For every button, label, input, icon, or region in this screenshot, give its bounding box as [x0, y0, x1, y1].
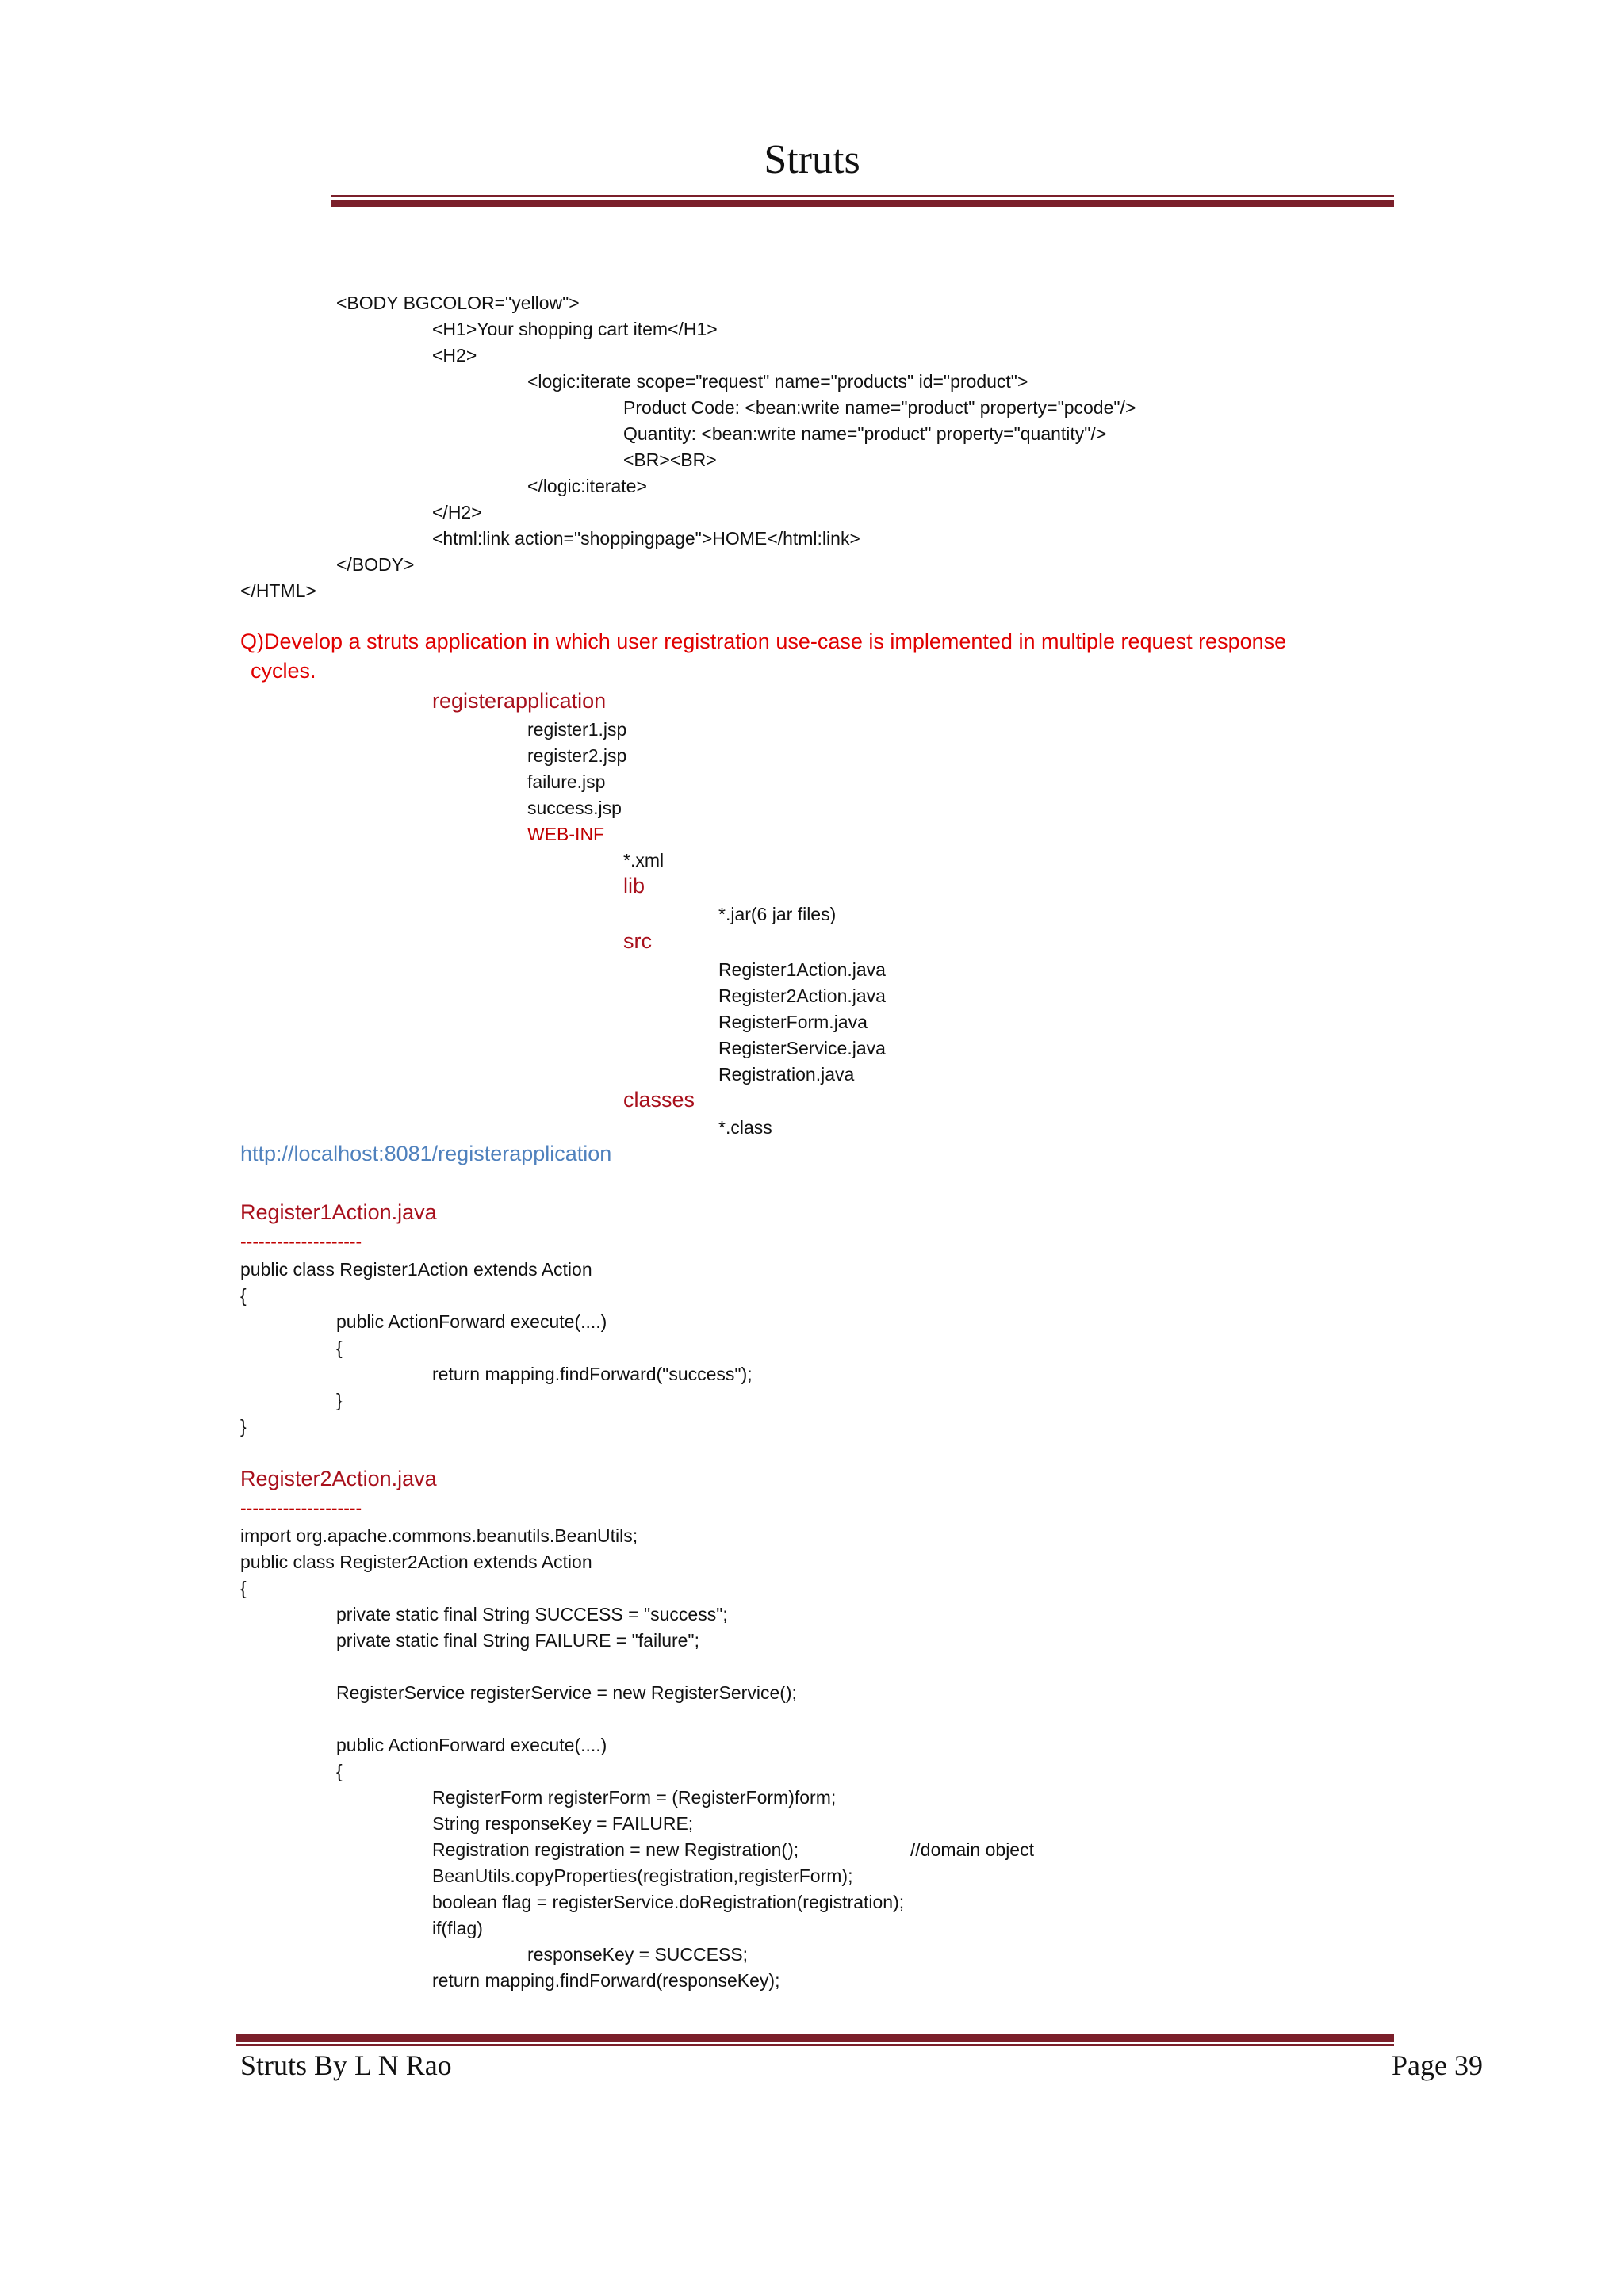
code-line: responseKey = SUCCESS;	[527, 1944, 749, 1965]
code-line: Product Code: <bean:write name="product" property="pcode"/>	[623, 397, 1136, 418]
header-rule-thin	[331, 195, 1394, 197]
tree-file: success.jsp	[527, 798, 622, 818]
code-line: <H2>	[432, 345, 477, 365]
tree-src: src	[623, 929, 652, 953]
code-line: <H1>Your shopping cart item</H1>	[432, 319, 718, 339]
code-line: <logic:iterate scope="request" name="products" id="product">	[527, 371, 1028, 392]
code-line: if(flag)	[432, 1918, 483, 1938]
tree-classes: classes	[623, 1088, 695, 1112]
code-line: {	[336, 1337, 343, 1358]
tree-file: failure.jsp	[527, 771, 606, 792]
tree-lib: lib	[623, 874, 645, 897]
tree-file: register2.jsp	[527, 745, 627, 766]
code-comment: //domain object	[910, 1839, 1034, 1860]
code-line: RegisterForm registerForm = (RegisterForm)form;	[432, 1787, 837, 1808]
footer-author: Struts By L N Rao	[240, 2049, 452, 2081]
code-line: }	[336, 1390, 343, 1410]
code-line: public class Register1Action extends Action	[240, 1259, 592, 1280]
code-line: public ActionForward execute(....)	[336, 1311, 607, 1332]
register2-title: Register2Action.java	[240, 1467, 437, 1490]
app-url-link[interactable]: http://localhost:8081/registerapplication	[240, 1142, 612, 1165]
code-line: private static final String FAILURE = "failure";	[336, 1630, 699, 1651]
tree-src-file: Register1Action.java	[718, 959, 886, 980]
code-line: <BODY BGCOLOR="yellow">	[336, 293, 580, 313]
code-line: import org.apache.commons.beanutils.BeanUtils;	[240, 1525, 638, 1546]
code-line: </BODY>	[336, 554, 415, 575]
code-line: Registration registration = new Registration();	[432, 1839, 799, 1860]
tree-jars: *.jar(6 jar files)	[718, 904, 837, 924]
question-line-1: Q)Develop a struts application in which user registration use-case is implemented in multiple request response	[240, 629, 1287, 653]
code-line: return mapping.findForward(responseKey);	[432, 1970, 780, 1991]
tree-src-file: Registration.java	[718, 1064, 855, 1085]
code-line: {	[336, 1761, 343, 1781]
code-line: BeanUtils.copyProperties(registration,registerForm);	[432, 1866, 853, 1886]
code-line: RegisterService registerService = new RegisterService();	[336, 1682, 797, 1703]
code-line: public ActionForward execute(....)	[336, 1735, 607, 1755]
tree-root: registerapplication	[432, 689, 607, 713]
register1-underline: --------------------	[240, 1231, 362, 1252]
tree-src-file: RegisterService.java	[718, 1038, 886, 1058]
code-line: <BR><BR>	[623, 450, 717, 470]
code-line: </H2>	[432, 502, 482, 522]
register2-underline: --------------------	[240, 1498, 362, 1518]
footer-rule-thin	[236, 2044, 1394, 2046]
code-line: {	[240, 1578, 247, 1598]
code-line: </HTML>	[240, 580, 316, 601]
tree-webinf: WEB-INF	[527, 824, 605, 844]
page-header-title: Struts	[764, 137, 860, 182]
code-line: return mapping.findForward("success");	[432, 1364, 753, 1384]
register1-title: Register1Action.java	[240, 1200, 437, 1224]
footer-rule-thick	[236, 2034, 1394, 2042]
tree-src-file: RegisterForm.java	[718, 1012, 868, 1032]
tree-src-file: Register2Action.java	[718, 985, 886, 1006]
code-line: boolean flag = registerService.doRegistration(registration);	[432, 1892, 905, 1912]
code-line: Quantity: <bean:write name="product" property="quantity"/>	[623, 423, 1107, 444]
question-line-2: cycles.	[251, 659, 316, 683]
tree-class-files: *.class	[718, 1117, 772, 1138]
code-line: </logic:iterate>	[527, 476, 647, 496]
tree-file: register1.jsp	[527, 719, 627, 740]
code-line: private static final String SUCCESS = "success";	[336, 1604, 728, 1624]
code-line: public class Register2Action extends Action	[240, 1552, 592, 1572]
code-line: String responseKey = FAILURE;	[432, 1813, 694, 1834]
code-line: <html:link action="shoppingpage">HOME</html:link>	[432, 528, 860, 549]
header-rule-thick	[331, 200, 1394, 207]
footer-page-number: Page 39	[1392, 2049, 1483, 2081]
code-line: }	[240, 1416, 247, 1437]
code-line: {	[240, 1285, 247, 1306]
tree-xml: *.xml	[623, 850, 665, 871]
